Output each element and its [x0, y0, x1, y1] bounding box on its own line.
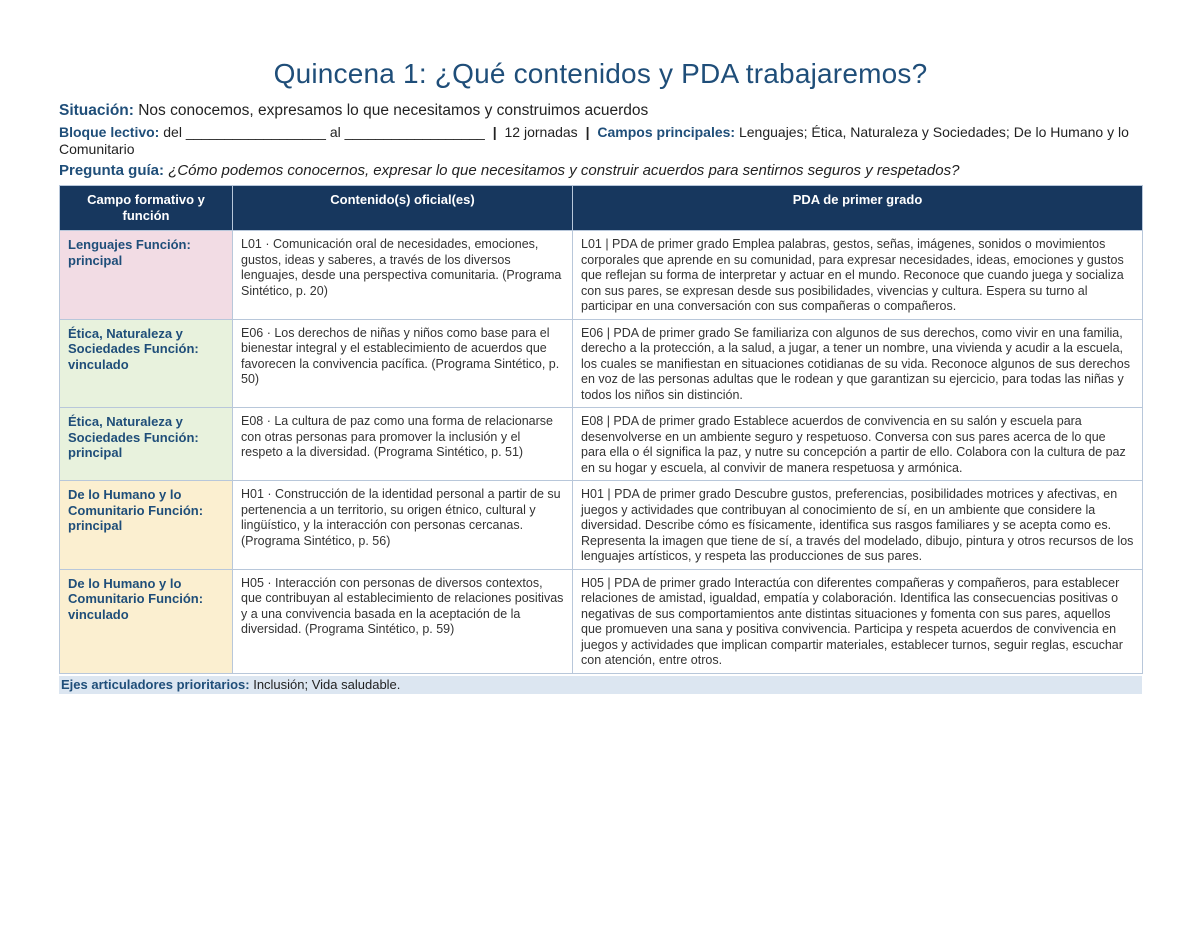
campo-cell: Ética, Naturaleza y Sociedades Función: vinculado — [60, 319, 233, 408]
contenido-cell: L01 · Comunicación oral de necesidades, emociones, gustos, ideas y saberes, a través de los diversos lenguajes, desde una perspectiva comunitaria. (Programa Sintético, p. 20) — [233, 231, 573, 320]
contenidos-table — [59, 185, 1143, 674]
bloque-jornadas: 12 jornadas — [504, 124, 578, 140]
separator: | — [585, 124, 590, 140]
bloque-dates: del __________________ al __________________ — [163, 124, 485, 140]
document-page — [59, 58, 1142, 694]
pregunta-label: Pregunta guía: — [59, 162, 165, 179]
table-row — [60, 481, 1143, 570]
contenido-cell: E06 · Los derechos de niñas y niños como base para el bienestar integral y el establecimiento de acuerdos que favorecen la convivencia pacífica. (Programa Sintético, p. 50) — [233, 319, 573, 408]
pregunta-line — [59, 162, 1142, 179]
page-title: Quincena 1: ¿Qué contenidos y PDA trabajaremos? — [273, 58, 928, 89]
pda-cell: H05 | PDA de primer grado Interactúa con diferentes compañeras y compañeros, para establecer relaciones de amistad, igualdad, empatía y colaboración. Identifica las consecuencias positivas o negativas de sus comportamientos ante distintas situaciones y fomenta con sus pares, aquellos que promueven una sana y positiva convivencia. Participa y respeta acuerdos de convivencia en juegos y actividades que implican compartir materiales, establecer turnos, seguir reglas, escuchar con atención, entre otros. — [573, 569, 1143, 673]
campo-cell: De lo Humano y lo Comunitario Función: principal — [60, 481, 233, 570]
separator: | — [492, 124, 497, 140]
contenido-cell: H01 · Construcción de la identidad personal a partir de su pertenencia a un territorio, su origen étnico, cultural y lingüístico, y la interacción con personas cercanas. (Programa Sintético, p. 56) — [233, 481, 573, 570]
campos-label: Campos principales: — [597, 124, 736, 140]
table-row — [60, 408, 1143, 481]
table-row — [60, 231, 1143, 320]
situacion-label: Situación: — [59, 102, 134, 119]
ejes-value: Inclusión; Vida saludable. — [253, 676, 401, 692]
pda-cell: L01 | PDA de primer grado Emplea palabras, gestos, señas, imágenes, sonidos o movimientos corporales que aprende en su comunidad, para expresar necesidades, ideas, emociones y gustos que reflejan su forma de interpretar y actuar en el mundo. Reconoce que cuando juega y socializa con sus pares, se expresan desde sus posibilidades, vivencias y cultura. Espera su turno al participar en una conversación con sus compañeras o compañeros. — [573, 231, 1143, 320]
table-row — [60, 319, 1143, 408]
header-campo: Campo formativo y función — [60, 186, 233, 231]
situacion-line — [59, 102, 1142, 119]
pregunta-value: ¿Cómo podemos conocernos, expresar lo que necesitamos y construir acuerdos para sentirnos seguros y respetados? — [168, 162, 960, 179]
contenido-cell: E08 · La cultura de paz como una forma de relacionarse con otras personas para promover la inclusión y el respeto a la diversidad. (Programa Sintético, p. 51) — [233, 408, 573, 481]
campo-cell: De lo Humano y lo Comunitario Función: vinculado — [60, 569, 233, 673]
campos-value: Lenguajes; Ética, Naturaleza y Sociedades; De lo Humano y lo Comunitario — [59, 124, 1129, 157]
pda-cell: E06 | PDA de primer grado Se familiariza con algunos de sus derechos, como vivir en una familia, derecho a la protección, a la salud, a jugar, a tener un nombre, una vivienda y acudir a la escuela, los cuales se manifiestan en situaciones cotidianas de su vida. Reconoce algunos de sus derechos en voz de las personas adultas que le rodean y que garantizan su ejercicio, para todas las niñas y todos los niños sin distinción. — [573, 319, 1143, 408]
situacion-value: Nos conocemos, expresamos lo que necesitamos y construimos acuerdos — [138, 102, 649, 119]
contenido-cell: H05 · Interacción con personas de diversos contextos, que contribuyan al establecimiento de relaciones positivas y a una convivencia basada en la aceptación de la diversidad. (Programa Sintético, p. 59) — [233, 569, 573, 673]
bloque-line — [59, 124, 1142, 158]
header-pda: PDA de primer grado — [573, 186, 1143, 231]
pda-cell: E08 | PDA de primer grado Establece acuerdos de convivencia en su salón y escuela para desenvolverse en un ambiente seguro y respetuoso. Conversa con sus pares acerca de lo que para ella o él significa la paz, y nutre su concepción a partir de ello. Colabora con la cultura de paz en su hogar y escuela, al convivir de manera respetuosa y armónica. — [573, 408, 1143, 481]
bloque-label: Bloque lectivo: — [59, 124, 160, 140]
campo-cell: Lenguajes Función: principal — [60, 231, 233, 320]
table-row — [60, 569, 1143, 673]
table-header-row — [60, 186, 1143, 231]
ejes-articuladores — [59, 676, 1142, 694]
header-contenido: Contenido(s) oficial(es) — [233, 186, 573, 231]
ejes-label: Ejes articuladores prioritarios: — [61, 676, 250, 692]
campo-cell: Ética, Naturaleza y Sociedades Función: principal — [60, 408, 233, 481]
pda-cell: H01 | PDA de primer grado Descubre gustos, preferencias, posibilidades motrices y afectivas, en juegos y actividades que contribuyan al conocimiento de sí, en un ambiente que considere la diversidad. Describe cómo es físicamente, identifica sus rasgos familiares y se acepta como es. Representa la imagen que tiene de sí, a través del modelado, dibujo, pintura y otros recursos de los lenguajes artísticos, y respeta las producciones de sus pares. — [573, 481, 1143, 570]
